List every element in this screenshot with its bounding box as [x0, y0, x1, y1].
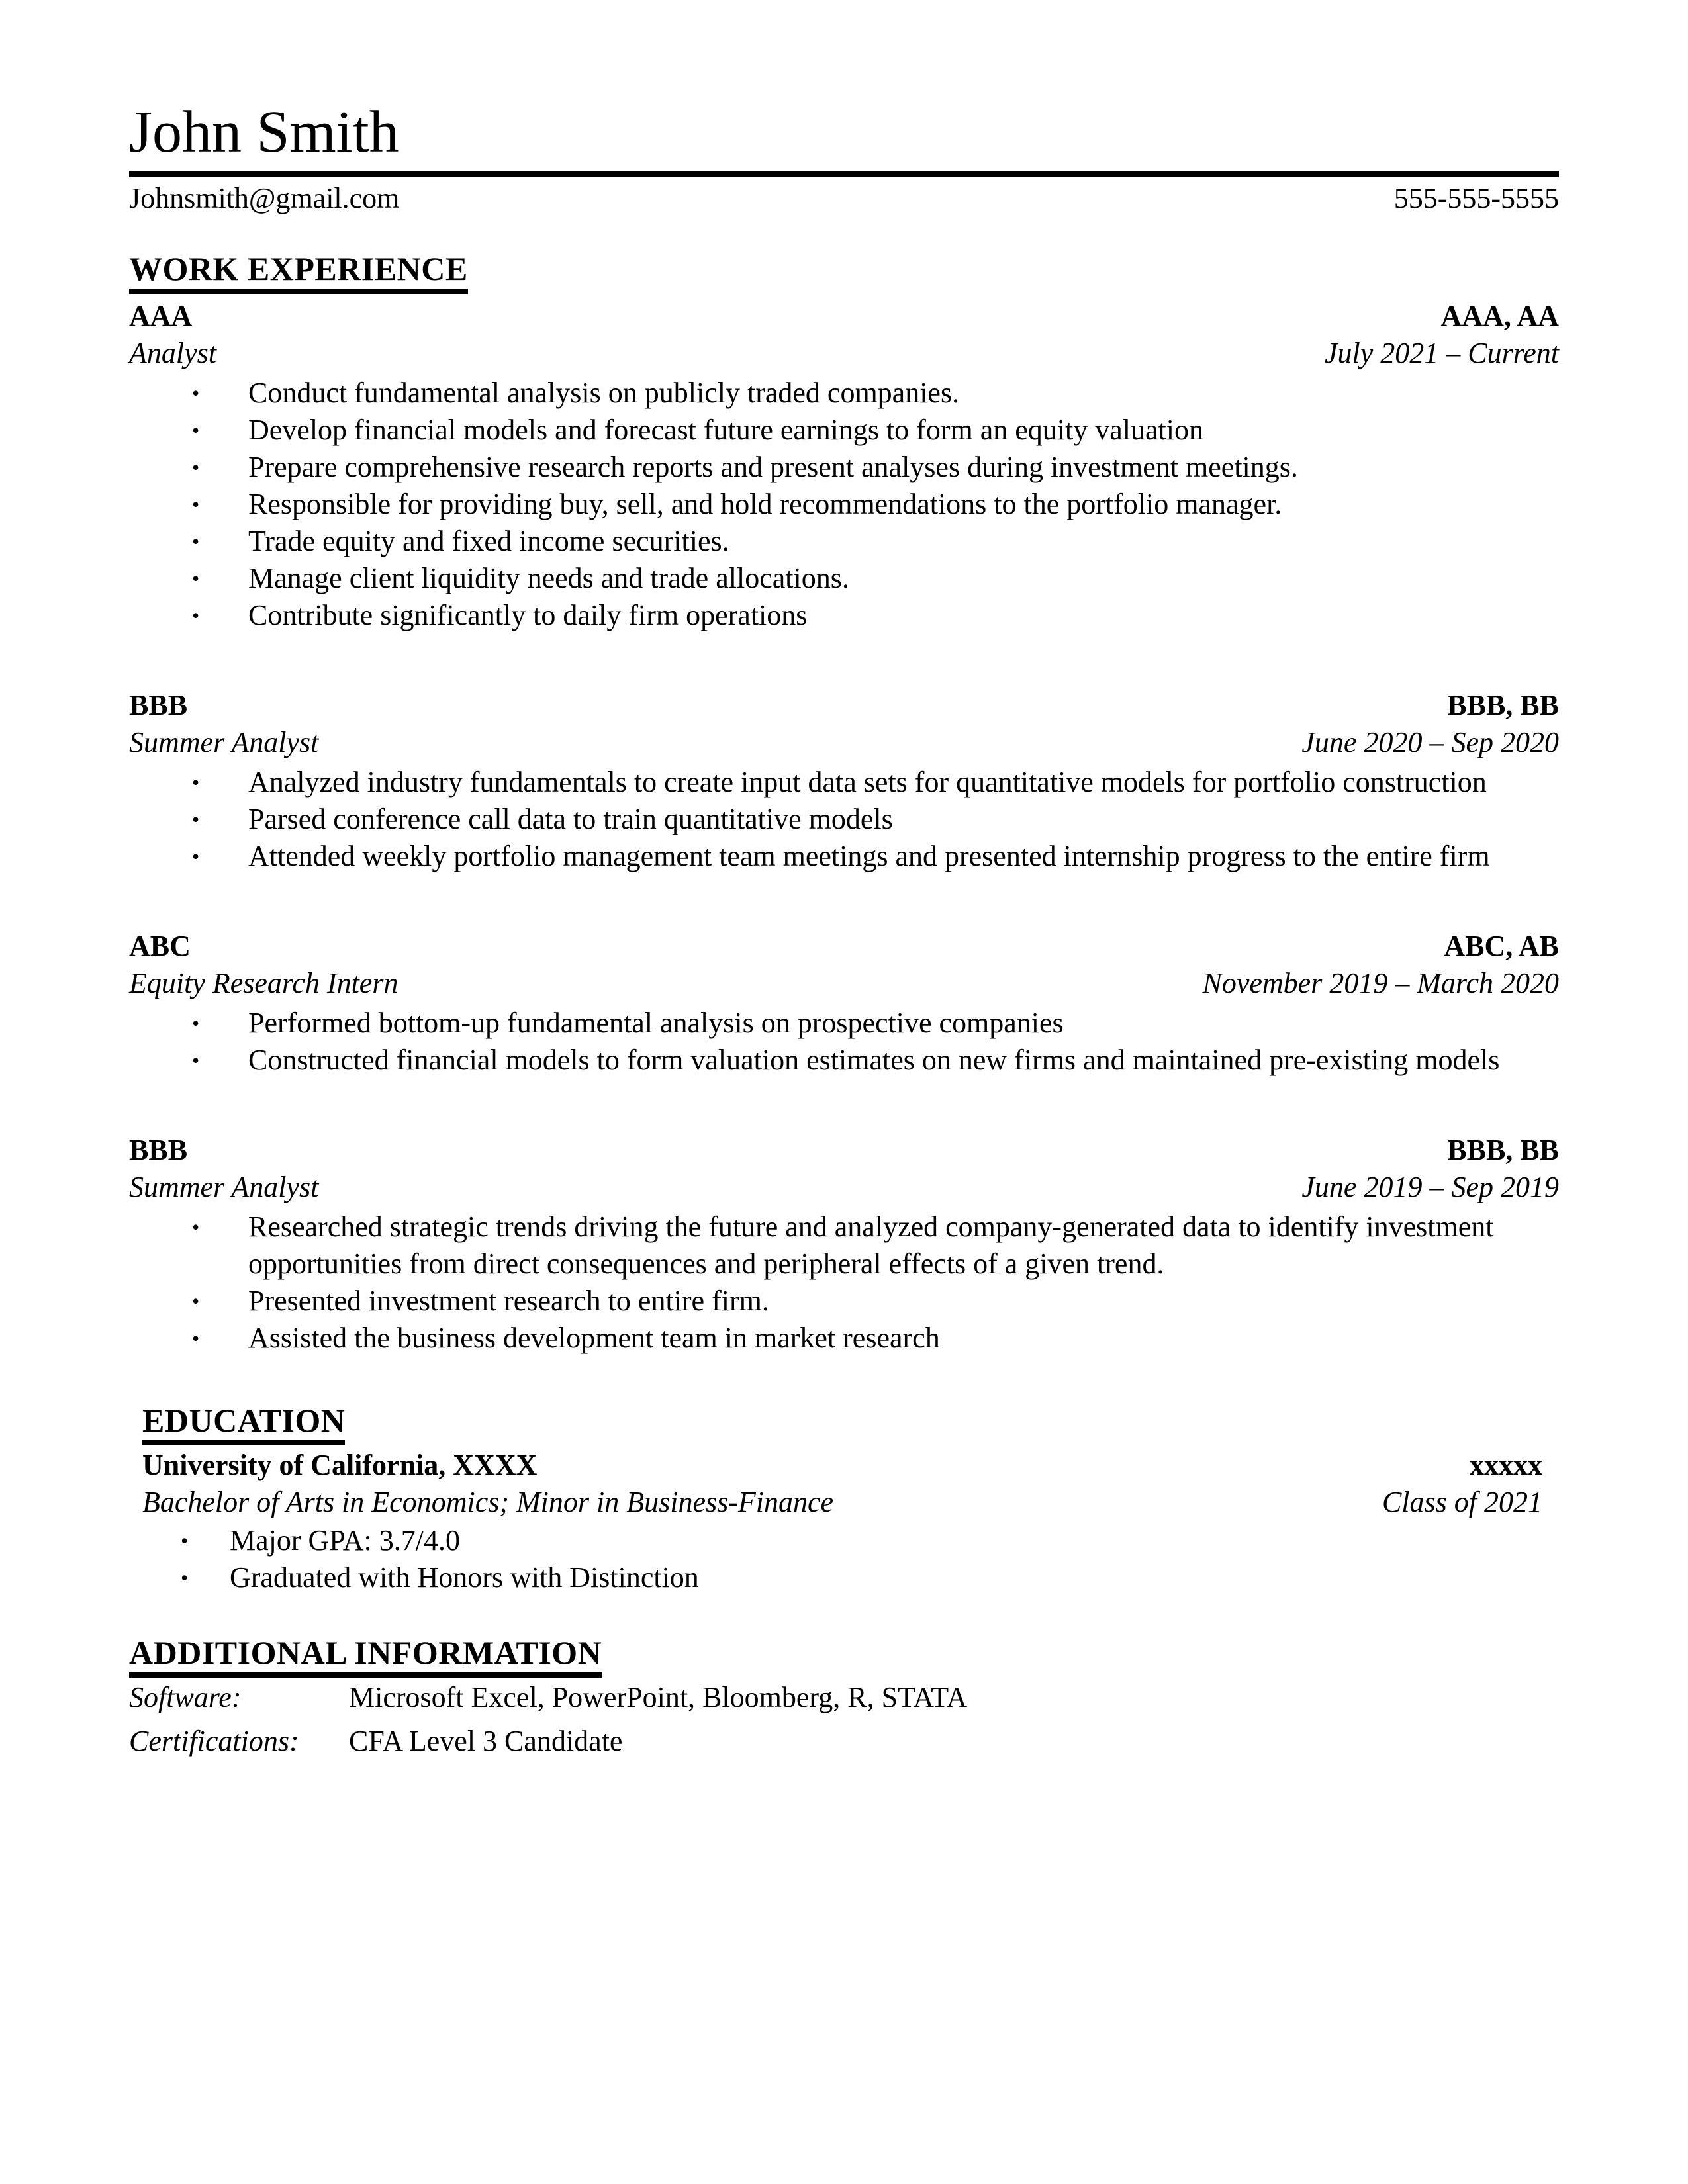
bullet-item: • Manage client liquidity needs and trade allocations.	[129, 560, 1559, 597]
education-header-row	[142, 1447, 1542, 1484]
job-dates: November 2019 – March 2020	[1202, 967, 1559, 999]
job-entry	[129, 298, 1559, 634]
info-label: Certifications:	[129, 1725, 299, 1757]
section-heading-education: EDUCATION	[142, 1400, 345, 1445]
class-year: Class of 2021	[1382, 1486, 1542, 1518]
bullet-item: • Prepare comprehensive research reports and present analyses during investment meetings.	[129, 449, 1559, 486]
info-label: Software:	[129, 1681, 242, 1713]
job-header-row	[129, 928, 1559, 965]
info-row-certifications	[129, 1723, 1559, 1760]
bullet-item: • Trade equity and fixed income securities.	[129, 523, 1559, 560]
job-location: BBB, BB	[1447, 1134, 1559, 1166]
job-subheader-row	[129, 335, 1559, 372]
job-entry	[129, 687, 1559, 875]
job-dates: June 2019 – Sep 2019	[1301, 1171, 1559, 1203]
job-subheader-row	[129, 965, 1559, 1002]
bullet-item: • Attended weekly portfolio management team meetings and presented internship progress to the entire firm	[129, 838, 1559, 875]
bullet-item: • Performed bottom-up fundamental analysis on prospective companies	[129, 1005, 1559, 1042]
resume-header	[129, 98, 1559, 217]
job-entry	[129, 1132, 1559, 1357]
job-title: Summer Analyst	[129, 1171, 319, 1203]
bullet-item: • Major GPA: 3.7/4.0	[142, 1522, 1542, 1559]
info-value: CFA Level 3 Candidate	[349, 1725, 623, 1757]
section-additional-information	[129, 1633, 1559, 1760]
job-bullet-list	[129, 375, 1559, 634]
section-heading-work: WORK EXPERIENCE	[129, 249, 468, 294]
bullet-item: • Parsed conference call data to train quantitative models	[129, 801, 1559, 838]
info-value: Microsoft Excel, PowerPoint, Bloomberg, R, STATA	[349, 1681, 968, 1713]
info-row-software	[129, 1679, 1559, 1716]
job-dates: June 2020 – Sep 2020	[1301, 726, 1559, 758]
bullet-item: • Conduct fundamental analysis on publicly traded companies.	[129, 375, 1559, 412]
job-entry	[129, 928, 1559, 1079]
job-header-row	[129, 687, 1559, 724]
education-subheader-row	[142, 1484, 1542, 1521]
phone-text: 555-555-5555	[1393, 182, 1559, 214]
job-location: BBB, BB	[1447, 689, 1559, 721]
job-company: BBB	[129, 1134, 188, 1166]
bullet-item: • Develop financial models and forecast future earnings to form an equity valuation	[129, 412, 1559, 449]
bullet-item: • Researched strategic trends driving the future and analyzed company-generated data to identify investment opportunities from direct consequences and peripheral effects of a given trend.	[129, 1208, 1559, 1283]
education-bullet-list	[142, 1522, 1542, 1596]
job-subheader-row	[129, 1169, 1559, 1206]
job-bullet-list	[129, 1005, 1559, 1079]
bullet-item: • Analyzed industry fundamentals to create input data sets for quantitative models for portfolio construction	[129, 764, 1559, 801]
email-text: Johnsmith@gmail.com	[129, 182, 400, 214]
contact-row	[129, 180, 1559, 217]
job-title: Summer Analyst	[129, 726, 319, 758]
job-location: AAA, AA	[1440, 300, 1559, 332]
bullet-item: • Constructed financial models to form valuation estimates on new firms and maintained pre-existing models	[129, 1042, 1559, 1079]
job-bullet-list	[129, 764, 1559, 875]
bullet-item: • Graduated with Honors with Distinction	[142, 1559, 1542, 1596]
section-education	[142, 1400, 1542, 1596]
header-rule	[129, 171, 1559, 177]
section-heading-additional: ADDITIONAL INFORMATION	[129, 1633, 602, 1678]
job-title: Equity Research Intern	[129, 967, 399, 999]
school-location: xxxxx	[1470, 1449, 1542, 1481]
school-name: University of California, XXXX	[142, 1449, 538, 1481]
page-title: John Smith	[129, 99, 399, 165]
job-header-row	[129, 1132, 1559, 1169]
bullet-item: • Contribute significantly to daily firm operations	[129, 597, 1559, 634]
job-company: ABC	[129, 930, 191, 962]
degree: Bachelor of Arts in Economics; Minor in Business-Finance	[142, 1486, 834, 1518]
job-location: ABC, AB	[1444, 930, 1559, 962]
job-bullet-list	[129, 1208, 1559, 1357]
bullet-item: • Presented investment research to entire firm.	[129, 1283, 1559, 1320]
bullet-item: • Assisted the business development team in market research	[129, 1320, 1559, 1357]
job-subheader-row	[129, 724, 1559, 761]
job-company: AAA	[129, 300, 193, 332]
job-header-row	[129, 298, 1559, 335]
bullet-item: • Responsible for providing buy, sell, and hold recommendations to the portfolio manager.	[129, 486, 1559, 523]
section-work-experience	[129, 249, 1559, 1357]
job-company: BBB	[129, 689, 188, 721]
job-title: Analyst	[129, 337, 216, 369]
job-dates: July 2021 – Current	[1325, 337, 1559, 369]
